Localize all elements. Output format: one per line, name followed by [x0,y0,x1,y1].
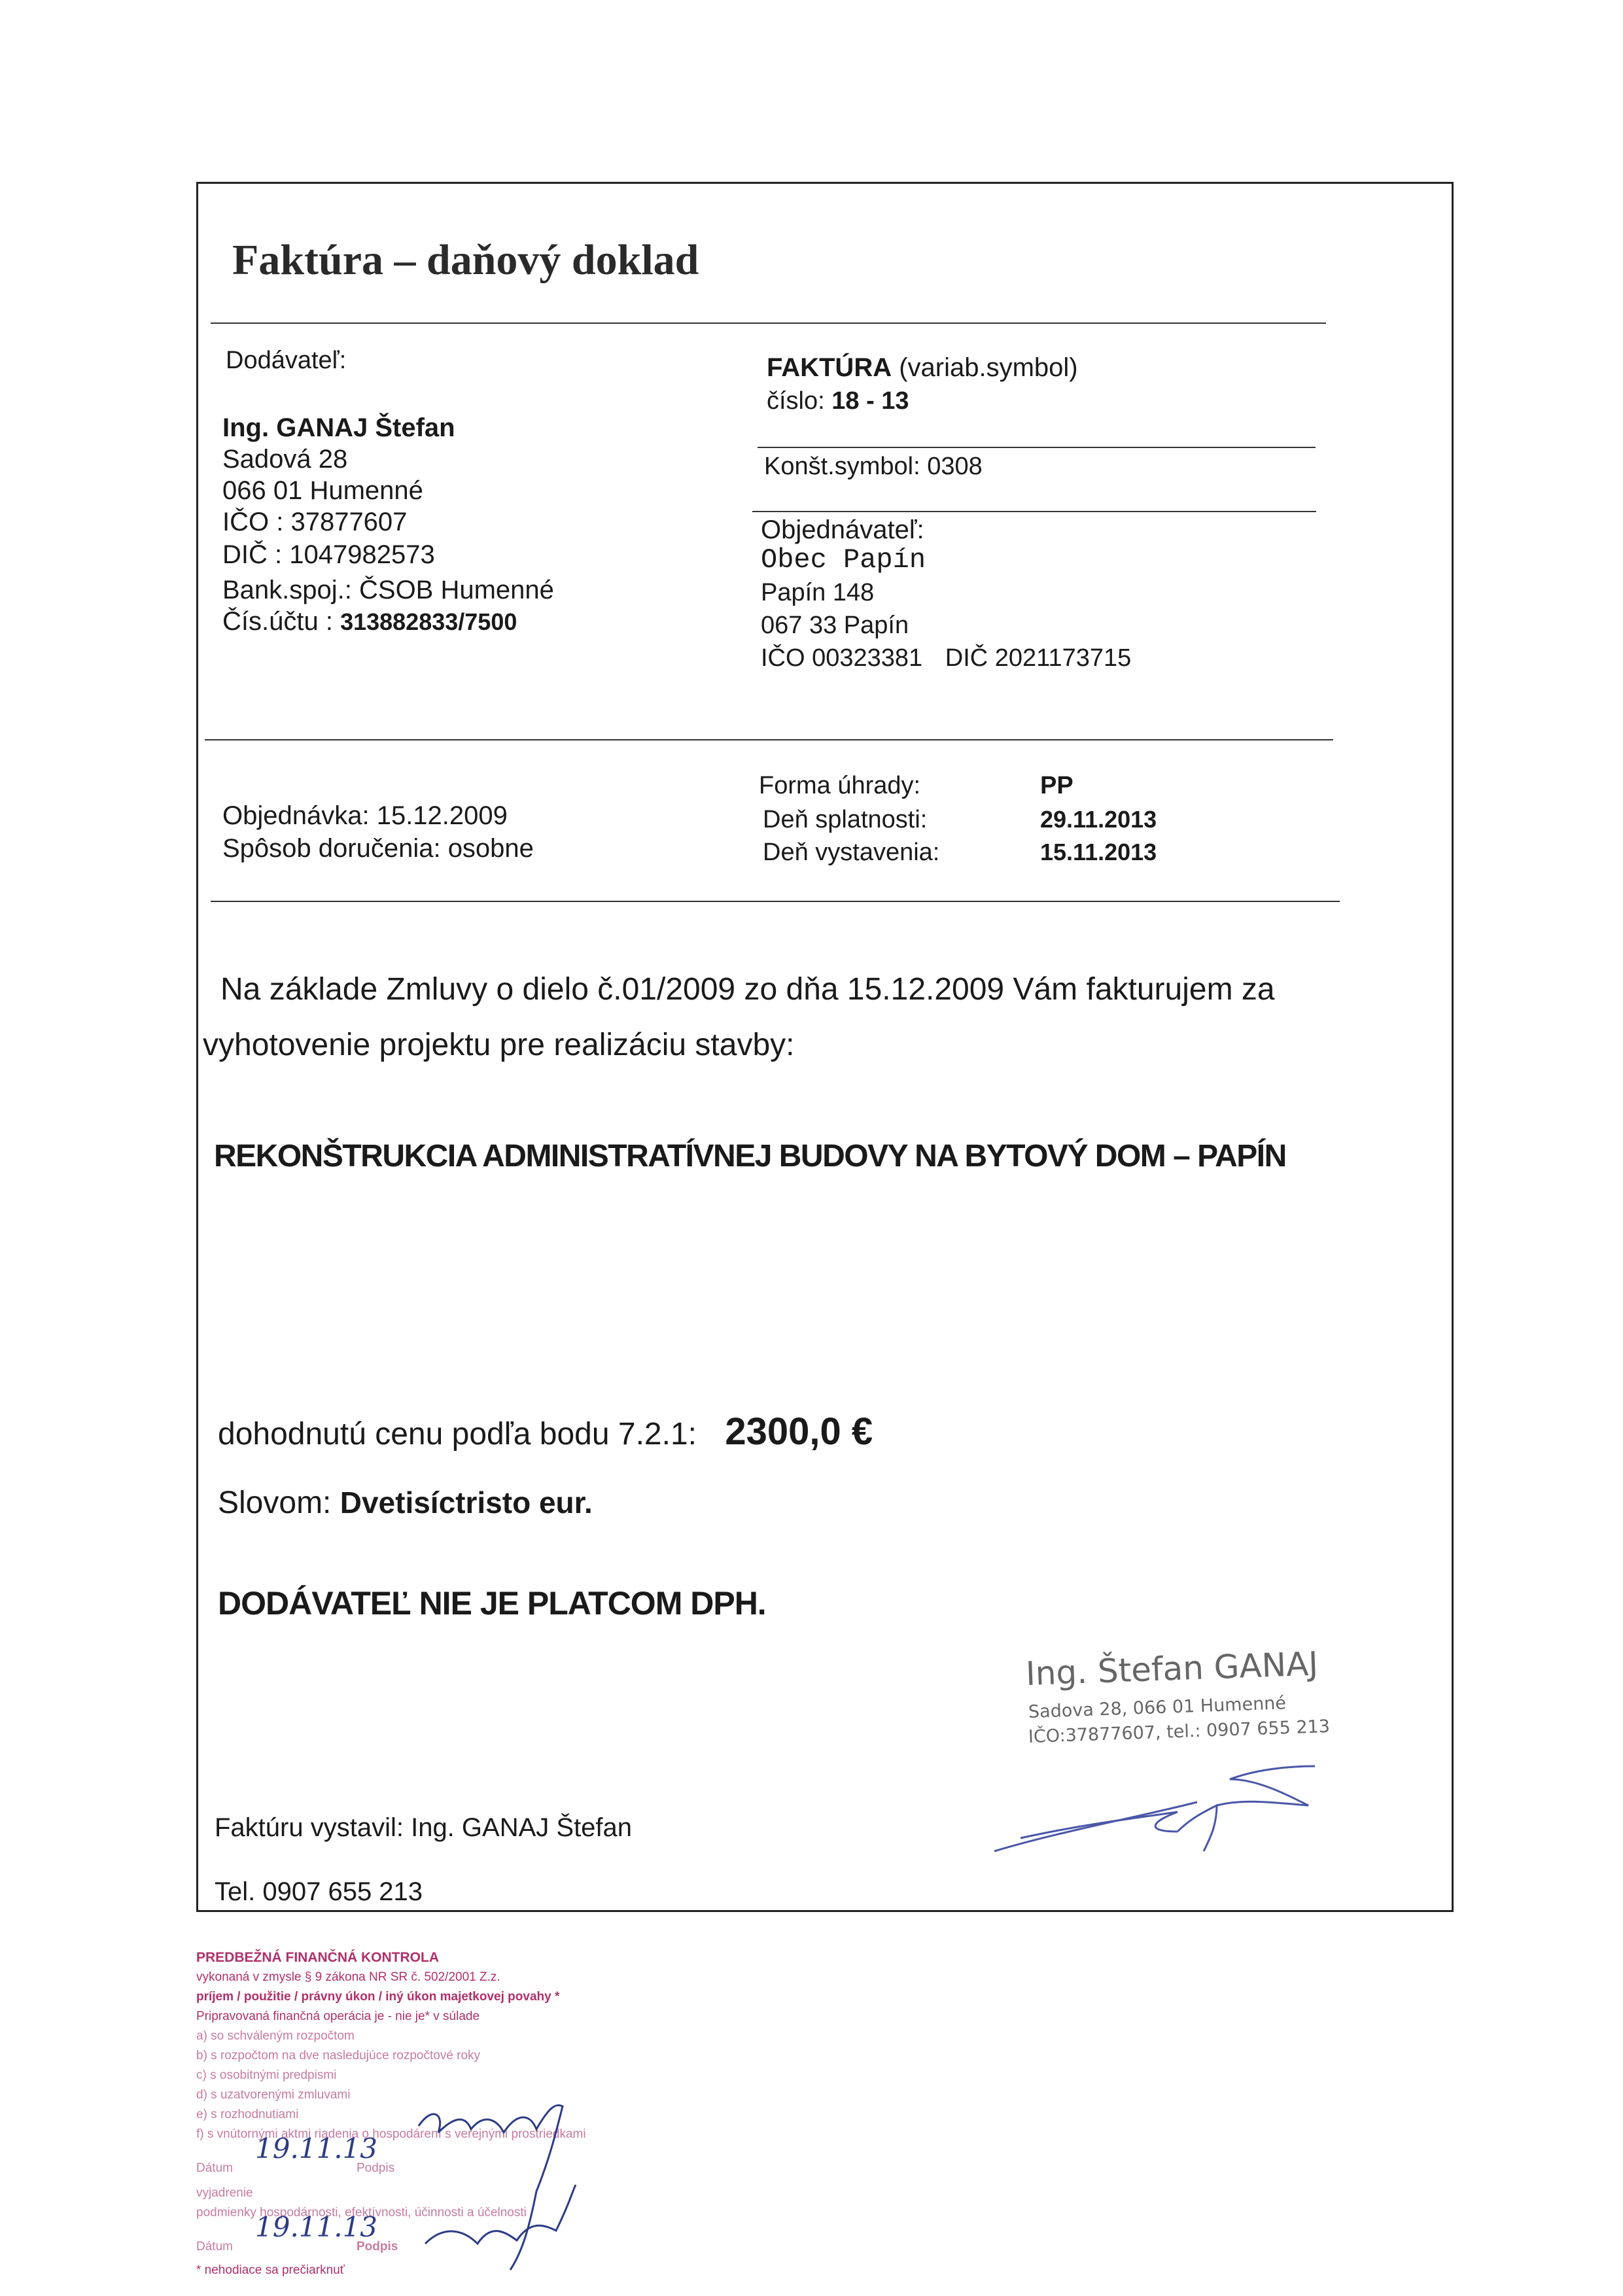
divider [211,322,1326,324]
words-value: Dvetisíctristo eur. [340,1486,593,1520]
customer-street: Papín 148 [761,579,875,606]
control-line: a) so schváleným rozpočtom [196,2029,355,2043]
invoice-variable-symbol [767,353,1078,383]
price-label: dohodnutú cenu podľa bodu 7.2.1: [218,1417,697,1452]
supplier-name: Ing. GANAJ Štefan [222,413,455,442]
control-line: b) s rozpočtom na dve nasledujúce rozpočtové roky [196,2049,481,2062]
amount-in-words [218,1485,593,1521]
supplier-account [222,607,517,636]
control-footnote: * nehodiace sa prečiarknuť [196,2263,345,2277]
stamp-ids: IČO:37877607, tel.: 0907 655 213 [1028,1716,1331,1747]
control-line: d) s uzatvorenými zmluvami [196,2088,351,2102]
date-label: Dátum [196,2240,233,2253]
control-line: podmienky hospodárnosti, efektívnosti, účinnosti a účelnosti [196,2206,527,2219]
control-heading: PREDBEŽNÁ FINANČNÁ KONTROLA [196,1950,439,1965]
invoice-number-label: číslo: [767,387,825,415]
account-number: 313882833/7500 [340,608,517,635]
stamp-address: Sadova 28, 066 01 Humenné [1028,1693,1287,1722]
invoice-label: FAKTÚRA [767,353,892,382]
supplier-dic: DIČ : 1047982573 [222,540,435,569]
contract-text-line1: Na základe Zmluvy o dielo č.01/2009 zo dňa 15.12.2009 Vám fakturujem za [220,972,1275,1007]
control-signature [406,2093,589,2276]
customer-dic: DIČ 2021173715 [945,644,1132,672]
document-title: Faktúra – daňový doklad [232,236,699,284]
payment-form-label: Forma úhrady: [759,772,921,799]
date-value-handwritten: 19.11.13 [255,2211,378,2243]
control-line: c) s osobitnými predpismi [196,2068,337,2082]
account-label: Čís.účtu : [222,607,333,636]
supplier-signature [981,1740,1335,1864]
divider [758,447,1316,448]
supplier-bank: Bank.spoj.: ČSOB Humenné [222,576,554,604]
price-value: 2300,0 € [725,1410,873,1453]
footer-phone: Tel. 0907 655 213 [215,1877,423,1906]
control-line: vykonaná v zmysle § 9 zákona NR SR č. 502/2001 Z.z. [196,1970,500,1984]
divider [752,511,1316,512]
invoice-number-value: 18 - 13 [831,387,909,415]
control-line: Pripravovaná finančná operácia je - nie je* v súlade [196,2009,480,2023]
constant-symbol: Konšt.symbol: 0308 [764,453,983,480]
words-label: Slovom: [218,1486,332,1520]
customer-ids [761,644,1131,672]
customer-city: 067 33 Papín [761,612,909,639]
divider [205,739,1333,740]
customer-ico: IČO 00323381 [761,644,923,672]
payment-form-value: PP [1040,772,1073,799]
due-date-label: Deň splatnosti: [763,806,928,833]
delivery-method: Spôsob doručenia: osobne [222,834,534,863]
vat-note: DODÁVATEĽ NIE JE PLATCOM DPH. [218,1585,766,1622]
due-date-value: 29.11.2013 [1040,806,1157,833]
invoice-number [767,387,909,415]
customer-name: Obec Papín [761,544,926,576]
sign-label: Podpis [357,2240,398,2253]
order-date: Objednávka: 15.12.2009 [222,801,508,830]
sign-label: Podpis [357,2161,395,2175]
date-value-handwritten: 19.11.13 [255,2132,378,2165]
issue-date-value: 15.11.2013 [1040,839,1157,865]
stamp-name: Ing. Štefan GANAJ [1024,1644,1319,1693]
divider [211,901,1340,902]
invoice-label-rest: (variab.symbol) [892,353,1078,382]
supplier-ico: IČO : 37877607 [222,508,408,536]
control-line: e) s rozhodnutiami [196,2108,299,2121]
contract-text-line2: vyhotovenie projektu pre realizáciu stavby: [203,1028,795,1062]
control-line: príjem / použitie / právny úkon / iný úkon majetkovej povahy * [196,1990,560,2004]
supplier-street: Sadová 28 [222,445,348,474]
price-line [218,1410,873,1453]
date-label: Dátum [196,2161,233,2175]
issued-by: Faktúru vystavil: Ing. GANAJ Štefan [215,1813,633,1842]
supplier-label: Dodávateľ: [226,347,347,374]
project-name: REKONŠTRUKCIA ADMINISTRATÍVNEJ BUDOVY NA BYTOVÝ DOM – PAPÍN [214,1139,1286,1174]
control-line: f) s vnútornými aktmi riadenia o hospodárení s verejnými prostriedkami [196,2127,586,2141]
issue-date-label: Deň vystavenia: [763,839,940,866]
supplier-city: 066 01 Humenné [222,476,423,505]
customer-label: Objednávateľ: [761,515,924,544]
control-line: vyjadrenie [196,2186,253,2200]
